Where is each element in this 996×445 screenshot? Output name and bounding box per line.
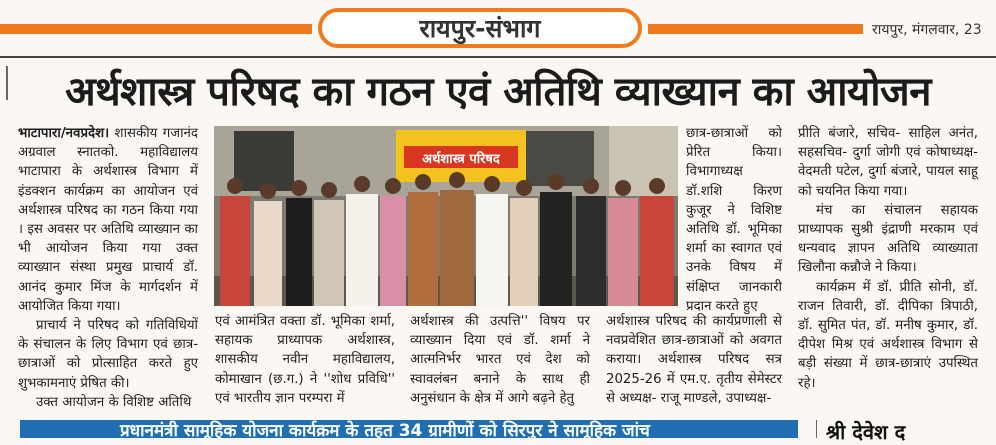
article-paragraph: अर्थशास्त्र परिषद की कार्यप्रणाली से नवप्रवेशित छात्र-छात्राओं को अवगत कराया। अर्थशास्त्र परिषद सत्र 2025-26 में एम.ए. तृतीय सेमेस्टर से अध्यक्ष- राजू माण्डले, उपाध्यक्ष-: [606, 314, 782, 406]
header-divider: [0, 56, 996, 58]
article-paragraph: उक्त आयोजन के विशिष्ट अतिथि: [36, 394, 192, 410]
article-paragraph: मंच का संचालन सहायक प्राध्यापक सुश्री इंद्राणी मरकाम एवं धन्यवाद ज्ञापन अतिथि व्याख्याता खिलौना कन्नौजे ने किया।: [798, 202, 978, 276]
article-paragraph: एवं आमंत्रित वक्ता डॉ. भूमिका शर्मा, सहायक प्राध्यापक अर्थशास्त्र, शासकीय नवीन महाविद्यालय, कोमाखान (छ.ग.) ने ''शोध प्रविधि'' एवं भारतीय ज्ञान परम्परा में: [215, 314, 395, 406]
article-column-4-top: [686, 124, 782, 316]
article-column-3: [410, 312, 590, 408]
article-paragraph: प्रीति बंजारे, सचिव- साहिल अनंत, सहसचिव- दुर्गा जोगी एवं कोषाध्यक्ष- वेदमती पटेल, दुर्गा बंजारे, पायल साहू को चयनित किया गया।: [798, 126, 978, 199]
article-paragraph: प्राचार्य ने परिषद को गतिविधियों के संचालन के लिए विभाग एवं छात्र-छात्राओं को प्रोत्साहित करते हुए शुभकामनाएं प्रेषित की।: [18, 318, 198, 391]
page-dateline: रायपुर, मंगलवार, 23: [872, 22, 982, 38]
page-header: [0, 0, 996, 54]
next-article-headline: प्रधानमंत्री सामूहिक योजना कार्यक्रम के तहत 34 ग्रामीणों को सिरपुर ने सामूहिक जांच: [120, 421, 650, 441]
article-paragraph: कार्यक्रम में डॉ. प्रीति सोनी, डॉ. राजन तिवारी, डॉ. दीपिका त्रिपाठी, डॉ. सुमित पंत, डॉ. मनीष कुमार, डॉ. दीपेश मिश्र एवं अर्थशास्त्र विभाग से बड़ी संख्या में छात्र-छात्राएं उपस्थित रहे।: [798, 279, 978, 391]
article-paragraph: अर्थशास्त्र की उत्पत्ति'' विषय पर व्याख्यान दिया एवं डॉ. शर्मा ने आत्मनिर्भर भारत एवं देश को स्वावलंबन बनाने के साथ ही अनुसंधान के क्षेत्र में आगे बढ़ने हेतु: [410, 314, 590, 406]
section-title: रायपुर-संभाग: [318, 8, 642, 48]
article-photo: [214, 126, 678, 306]
article-headline: अर्थशास्त्र परिषद का गठन एवं अतिथि व्याख्यान का आयोजन: [65, 69, 931, 115]
header-rule-right: [648, 24, 863, 34]
column-divider: [816, 420, 817, 438]
article-column-5: [798, 124, 978, 393]
next-article-right-headline: श्री देवेश द: [826, 420, 906, 444]
header-rule-left: [0, 24, 312, 34]
article-dateline: भाटापारा/नवप्रदेश।: [18, 126, 110, 141]
article-paragraph: छात्र-छात्राओं को प्रेरित किया। विभागाध्यक्ष डॉ.शशि किरण कुजूर ने विशिष्ट अतिथि डॉ. भूमिका शर्मा का स्वागत एवं उनके विषय में संक्षिप्त जानकारी प्रदान करते हुए: [686, 126, 782, 314]
article-column-2: [215, 312, 395, 408]
article-paragraph: शासकीय गजानंद अग्रवाल स्नातको. महाविद्यालय भाटापारा के अर्थशास्त्र विभाग में इंडक्शन कार्यक्रम का आयोजन एवं अर्थशास्त्र परिषद का गठन किया गया । इस अवसर पर अतिथि व्याख्यान का भी आयोजन किया गया उक्त व्याख्यान संस्था प्रमुख प्राचार्य डॉ. आनंद कुमार मिंज के मार्गदर्शन में आयोजित किया गया।: [18, 126, 198, 314]
article-column-1: [18, 124, 198, 412]
photo-banner-text: अर्थशास्त्र परिषद: [422, 152, 500, 167]
article-column-4-bottom: [606, 312, 782, 408]
